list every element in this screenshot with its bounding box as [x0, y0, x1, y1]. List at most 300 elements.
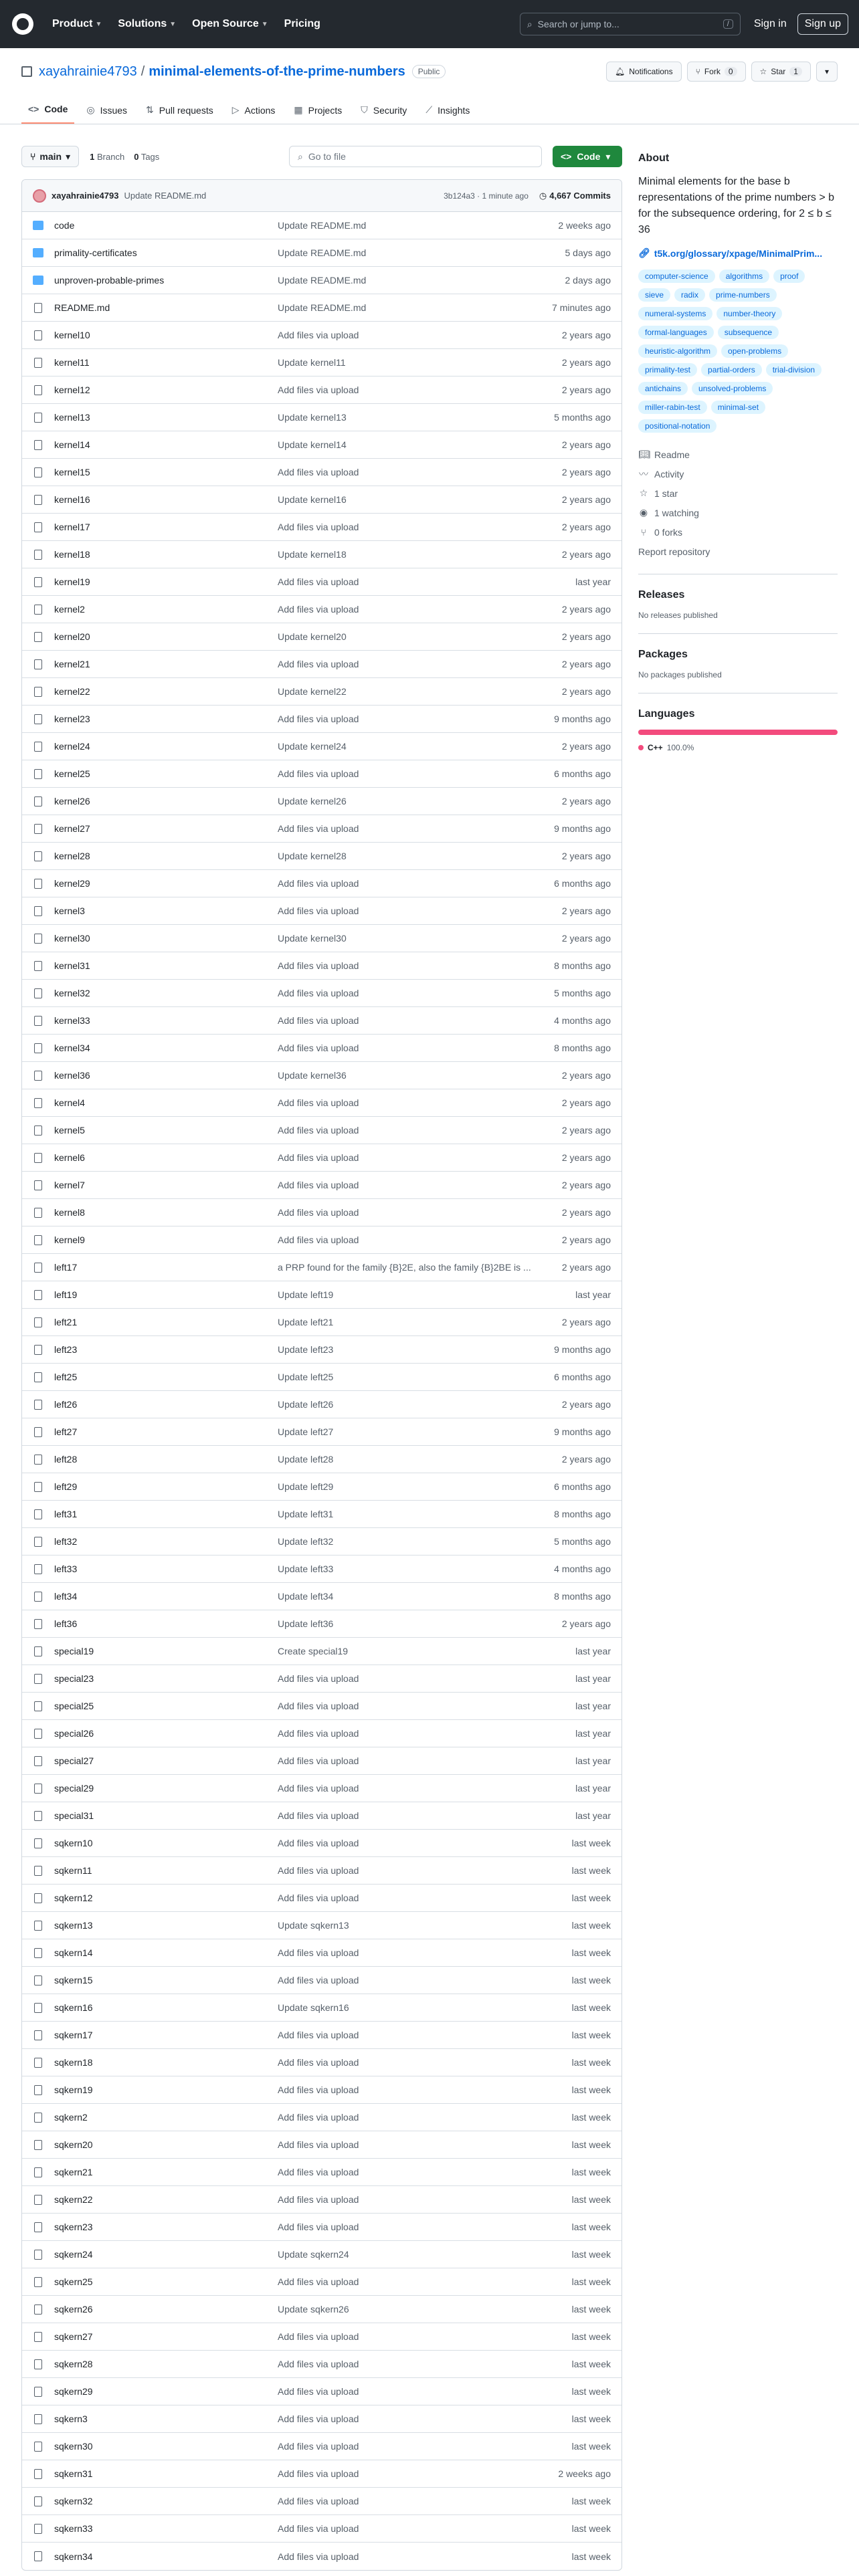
file-name-link[interactable]: sqkern11: [54, 1865, 92, 1876]
commit-date: last week: [571, 2002, 611, 2013]
sign-up-button[interactable]: Sign up: [797, 13, 848, 35]
commit-message-link[interactable]: Add files via upload: [278, 576, 359, 587]
commit-message-link[interactable]: Add files via upload: [278, 823, 359, 834]
commit-message-link[interactable]: Add files via upload: [278, 2413, 359, 2424]
commit-message-link[interactable]: Add files via upload: [278, 1207, 359, 1218]
notifications-button[interactable]: [606, 62, 682, 82]
commit-message-link[interactable]: Update kernel20: [278, 631, 347, 642]
language-bar: [638, 730, 838, 735]
table-row: [22, 1117, 622, 1144]
commit-message-link[interactable]: Update README.md: [278, 220, 367, 231]
file-name-link[interactable]: kernel18: [54, 549, 90, 560]
file-icon: [34, 2332, 42, 2342]
commit-date: 2 years ago: [561, 1235, 611, 1245]
commit-message-link[interactable]: Add files via upload: [278, 1180, 359, 1190]
releases-heading[interactable]: Releases: [638, 589, 685, 601]
code-button-label: Code: [577, 151, 601, 162]
nav-label: Pricing: [284, 18, 320, 29]
topic-tag[interactable]: open-problems: [721, 344, 788, 358]
topic-tag[interactable]: unsolved-problems: [692, 382, 773, 395]
commit-message-link[interactable]: Add files via upload: [278, 2441, 359, 2452]
file-name-link[interactable]: sqkern15: [54, 1975, 93, 1985]
topic-tag[interactable]: prime-numbers: [709, 288, 777, 302]
commit-message-link[interactable]: Add files via upload: [278, 1838, 359, 1848]
file-name-link[interactable]: kernel23: [54, 714, 90, 724]
file-name-link[interactable]: left32: [54, 1536, 78, 1547]
file-name-link[interactable]: sqkern10: [54, 1838, 93, 1848]
file-name-link[interactable]: left21: [54, 1317, 78, 1327]
nav-solutions[interactable]: [118, 18, 176, 30]
chevron-down-icon: ▾: [824, 67, 829, 76]
file-name-link[interactable]: sqkern21: [54, 2167, 93, 2177]
file-name-link[interactable]: kernel25: [54, 768, 90, 779]
file-name-link[interactable]: kernel8: [54, 1207, 85, 1218]
commit-message-link[interactable]: Add files via upload: [278, 2359, 359, 2369]
commit-message-link[interactable]: Update left31: [278, 1509, 334, 1519]
file-name-link[interactable]: left17: [54, 1262, 78, 1273]
commit-message-link[interactable]: Add files via upload: [278, 522, 359, 532]
file-name-link[interactable]: special29: [54, 1783, 94, 1794]
homepage-link[interactable]: [638, 247, 838, 259]
file-name-link[interactable]: kernel4: [54, 1097, 85, 1108]
avatar[interactable]: [33, 189, 46, 203]
topic-tag[interactable]: subsequence: [718, 326, 779, 339]
commit-date: last week: [571, 2331, 611, 2342]
star-icon: ☆: [639, 488, 648, 498]
commit-message-link[interactable]: Add files via upload: [278, 1728, 359, 1739]
file-name-link[interactable]: kernel9: [54, 1235, 85, 1245]
commit-message-link[interactable]: Add files via upload: [278, 2276, 359, 2287]
file-name-link[interactable]: left33: [54, 1564, 78, 1574]
table-row: [22, 1830, 622, 1857]
commit-message-link[interactable]: Add files via upload: [278, 2167, 359, 2177]
table-row: [22, 212, 622, 239]
commit-message-link[interactable]: Add files via upload: [278, 1947, 359, 1958]
file-name-link[interactable]: sqkern34: [54, 2551, 93, 2562]
commit-message-link[interactable]: Update left25: [278, 1372, 334, 1382]
table-row: [22, 1747, 622, 1775]
commit-author[interactable]: xayahrainie4793: [52, 191, 119, 201]
commit-message-link[interactable]: Update left34: [278, 1591, 334, 1602]
file-icon: [34, 1016, 42, 1026]
table-row: [22, 2405, 622, 2433]
file-name-link[interactable]: left31: [54, 1509, 78, 1519]
table-row: [22, 2488, 622, 2515]
commit-message-link[interactable]: Update README.md: [278, 302, 367, 313]
tab-pull-requests[interactable]: [139, 104, 220, 124]
file-icon: [34, 358, 42, 368]
topic-tag[interactable]: minimal-set: [711, 401, 765, 414]
commit-message[interactable]: Update README.md: [124, 191, 207, 201]
file-name-link[interactable]: kernel15: [54, 467, 90, 477]
commit-message-link[interactable]: Add files via upload: [278, 960, 359, 971]
commit-date: 2 years ago: [561, 1454, 611, 1465]
file-name-link[interactable]: kernel27: [54, 823, 90, 834]
commit-message-link[interactable]: Add files via upload: [278, 2057, 359, 2068]
commit-message-link[interactable]: Add files via upload: [278, 768, 359, 779]
file-name-link[interactable]: kernel13: [54, 412, 90, 423]
file-name-link[interactable]: sqkern26: [54, 2304, 93, 2315]
table-row: [22, 2049, 622, 2076]
commit-message-link[interactable]: Update README.md: [278, 275, 367, 286]
commit-message-link[interactable]: Add files via upload: [278, 1015, 359, 1026]
commit-hash-time[interactable]: 3b124a3 · 1 minute ago: [444, 191, 529, 201]
topic-tag[interactable]: antichains: [638, 382, 688, 395]
repo-name-link[interactable]: minimal-elements-of-the-prime-numbers: [149, 64, 405, 79]
commit-message-link[interactable]: Add files via upload: [278, 2523, 359, 2534]
table-row: [22, 706, 622, 733]
commit-message-link[interactable]: Add files via upload: [278, 604, 359, 615]
file-name-link[interactable]: kernel12: [54, 385, 90, 395]
nav-open-source[interactable]: [192, 18, 268, 30]
packages-heading[interactable]: Packages: [638, 649, 688, 660]
commit-message-link[interactable]: Add files via upload: [278, 2468, 359, 2479]
file-name-link[interactable]: sqkern31: [54, 2468, 93, 2479]
sign-in-link[interactable]: Sign in: [753, 18, 787, 29]
topic-tag[interactable]: sieve: [638, 288, 670, 302]
file-name-link[interactable]: special31: [54, 1810, 94, 1821]
commit-message-link[interactable]: Update left33: [278, 1564, 334, 1574]
fork-icon: ⑂: [640, 526, 647, 538]
commit-message-link[interactable]: Update left36: [278, 1618, 334, 1629]
commit-date: 2 years ago: [561, 467, 611, 477]
file-name-link[interactable]: sqkern29: [54, 2386, 93, 2397]
file-name-link[interactable]: kernel7: [54, 1180, 85, 1190]
commit-date: 2 years ago: [561, 494, 611, 505]
file-name-link[interactable]: left29: [54, 1481, 78, 1492]
tab-issues[interactable]: [80, 104, 134, 124]
nav-pricing[interactable]: [284, 18, 320, 30]
commit-message-link[interactable]: Add files via upload: [278, 2222, 359, 2232]
commit-message-link[interactable]: Add files via upload: [278, 1783, 359, 1794]
topic-tag[interactable]: heuristic-algorithm: [638, 344, 717, 358]
pull-request-icon: ⇅: [146, 104, 154, 115]
branch-select-button[interactable]: [21, 146, 79, 167]
file-icon: [34, 1427, 42, 1437]
file-name-link[interactable]: left26: [54, 1399, 78, 1410]
commit-message-link[interactable]: Add files via upload: [278, 385, 359, 395]
file-name-link[interactable]: special26: [54, 1728, 94, 1739]
topic-tag[interactable]: algorithms: [719, 270, 769, 283]
file-name-link[interactable]: kernel20: [54, 631, 90, 642]
file-name-link[interactable]: special25: [54, 1701, 94, 1711]
table-row: [22, 541, 622, 568]
file-name-link[interactable]: kernel32: [54, 988, 90, 998]
commit-message-link[interactable]: Update kernel22: [278, 686, 347, 697]
commit-message-link[interactable]: Add files via upload: [278, 2139, 359, 2150]
commit-message-link[interactable]: Add files via upload: [278, 1701, 359, 1711]
table-row: [22, 1555, 622, 1583]
commit-message-link[interactable]: Update kernel14: [278, 439, 347, 450]
file-name-link[interactable]: sqkern23: [54, 2222, 93, 2232]
file-name-link[interactable]: sqkern25: [54, 2276, 93, 2287]
file-name-link[interactable]: kernel16: [54, 494, 90, 505]
commit-message-link[interactable]: Add files via upload: [278, 1152, 359, 1163]
nav-label: Product: [52, 18, 93, 29]
file-name-link[interactable]: kernel24: [54, 741, 90, 752]
file-name-link[interactable]: unproven-probable-primes: [54, 275, 165, 286]
commit-message-link[interactable]: Update left28: [278, 1454, 334, 1465]
file-name-link[interactable]: kernel6: [54, 1152, 85, 1163]
github-logo-icon[interactable]: [12, 13, 33, 35]
tab-actions[interactable]: [225, 104, 282, 124]
file-name-link[interactable]: kernel14: [54, 439, 90, 450]
file-name-link[interactable]: sqkern12: [54, 1893, 93, 1903]
readme-link[interactable]: [638, 445, 838, 464]
commit-message-link[interactable]: Update left26: [278, 1399, 334, 1410]
file-icon: [34, 1345, 42, 1355]
file-name-link[interactable]: sqkern28: [54, 2359, 93, 2369]
file-name-link[interactable]: sqkern14: [54, 1947, 93, 1958]
file-name-link[interactable]: sqkern17: [54, 2030, 93, 2040]
fork-button[interactable]: [687, 62, 746, 82]
commit-message-link[interactable]: Update sqkern16: [278, 2002, 349, 2013]
repo-owner-link[interactable]: xayahrainie4793: [39, 64, 137, 79]
commit-message-link[interactable]: Update left27: [278, 1426, 334, 1437]
file-name-link[interactable]: primality-certificates: [54, 247, 137, 258]
tab-label: Insights: [438, 104, 470, 116]
file-name-link[interactable]: kernel21: [54, 659, 90, 669]
commit-message-link[interactable]: Add files via upload: [278, 467, 359, 477]
commit-message-link[interactable]: Add files via upload: [278, 2496, 359, 2506]
commit-message-link[interactable]: Add files via upload: [278, 2030, 359, 2040]
forks-link[interactable]: [638, 522, 838, 542]
table-row: [22, 514, 622, 541]
file-name-link[interactable]: kernel17: [54, 522, 90, 532]
commit-message-link[interactable]: Add files via upload: [278, 1755, 359, 1766]
commit-message-link[interactable]: Update kernel16: [278, 494, 347, 505]
commit-message-link[interactable]: Add files via upload: [278, 330, 359, 340]
file-name-link[interactable]: left19: [54, 1289, 78, 1300]
file-name-link[interactable]: sqkern18: [54, 2057, 93, 2068]
topic-tag[interactable]: positional-notation: [638, 419, 717, 433]
branches-link[interactable]: [90, 152, 124, 162]
file-name-link[interactable]: code: [54, 220, 75, 231]
file-icon: [34, 1674, 42, 1684]
file-name-link[interactable]: kernel19: [54, 576, 90, 587]
commit-message-link[interactable]: Add files via upload: [278, 659, 359, 669]
commit-message-link[interactable]: Add files via upload: [278, 905, 359, 916]
topic-tag[interactable]: trial-division: [766, 363, 822, 377]
commit-message-link[interactable]: Add files via upload: [278, 1125, 359, 1136]
file-name-link[interactable]: special19: [54, 1646, 94, 1656]
file-name-link[interactable]: sqkern32: [54, 2496, 93, 2506]
file-name-link[interactable]: special27: [54, 1755, 94, 1766]
file-name-link[interactable]: sqkern24: [54, 2249, 93, 2260]
file-name-link[interactable]: sqkern2: [54, 2112, 88, 2123]
commit-date: last week: [571, 2222, 611, 2232]
file-name-link[interactable]: special23: [54, 1673, 94, 1684]
file-name-link[interactable]: sqkern16: [54, 2002, 93, 2013]
commit-date: last week: [571, 2386, 611, 2397]
commit-message-link[interactable]: Update kernel30: [278, 933, 347, 944]
commit-date: last week: [571, 2276, 611, 2287]
releases-section: [638, 574, 838, 620]
tags-link[interactable]: [134, 152, 159, 162]
commit-date: 2 years ago: [561, 851, 611, 861]
table-row: [22, 1199, 622, 1226]
tab-insights[interactable]: [419, 104, 476, 124]
nav-product[interactable]: [52, 18, 102, 30]
file-name-link[interactable]: kernel3: [54, 905, 85, 916]
table-row: [22, 1391, 622, 1418]
file-name-link[interactable]: sqkern33: [54, 2523, 93, 2534]
commit-message-link[interactable]: Add files via upload: [278, 2084, 359, 2095]
watchers-link[interactable]: [638, 503, 838, 522]
file-name-link[interactable]: kernel11: [54, 357, 90, 368]
commit-message-link[interactable]: Add files via upload: [278, 1975, 359, 1985]
star-button[interactable]: [751, 62, 811, 82]
file-name-link[interactable]: left23: [54, 1344, 78, 1355]
file-icon: [34, 2414, 42, 2424]
languages-section: [638, 693, 838, 752]
file-name-link[interactable]: kernel26: [54, 796, 90, 807]
commits-link[interactable]: [539, 191, 611, 201]
commit-message-link[interactable]: Add files via upload: [278, 988, 359, 998]
table-row: [22, 1775, 622, 1802]
commit-message-link[interactable]: Add files via upload: [278, 1673, 359, 1684]
file-name-link[interactable]: left27: [54, 1426, 78, 1437]
topic-tag[interactable]: radix: [674, 288, 705, 302]
file-name-link[interactable]: sqkern19: [54, 2084, 93, 2095]
file-name-link[interactable]: sqkern30: [54, 2441, 93, 2452]
file-name-link[interactable]: kernel33: [54, 1015, 90, 1026]
table-row: [22, 733, 622, 760]
commit-message-link[interactable]: Update sqkern24: [278, 2249, 349, 2260]
file-name-link[interactable]: sqkern20: [54, 2139, 93, 2150]
commit-message-link[interactable]: Add files via upload: [278, 2551, 359, 2562]
commit-message-link[interactable]: Update left29: [278, 1481, 334, 1492]
file-name-link[interactable]: kernel30: [54, 933, 90, 944]
topic-tag[interactable]: miller-rabin-test: [638, 401, 707, 414]
commit-date: last week: [571, 1865, 611, 1876]
search-input[interactable]: [520, 13, 741, 35]
file-name-link[interactable]: README.md: [54, 302, 110, 313]
file-name-link[interactable]: kernel36: [54, 1070, 90, 1081]
file-name-link[interactable]: kernel10: [54, 330, 90, 340]
file-name-link[interactable]: kernel22: [54, 686, 90, 697]
commit-message-link[interactable]: Add files via upload: [278, 2386, 359, 2397]
go-to-file-input[interactable]: [289, 146, 542, 167]
commit-message-link[interactable]: Add files via upload: [278, 878, 359, 889]
file-icon: [34, 2524, 42, 2534]
tab-label: Security: [373, 104, 407, 116]
commit-message-link[interactable]: Add files via upload: [278, 2112, 359, 2123]
topic-tag[interactable]: computer-science: [638, 270, 715, 283]
file-name-link[interactable]: left25: [54, 1372, 78, 1382]
file-name-link[interactable]: sqkern22: [54, 2194, 93, 2205]
topic-tag[interactable]: proof: [773, 270, 805, 283]
table-row: [22, 1007, 622, 1035]
table-row: [22, 2186, 622, 2214]
star-count: 1: [789, 67, 802, 76]
table-row: [22, 1172, 622, 1199]
file-toolbar: [21, 144, 622, 169]
file-icon: [34, 495, 42, 505]
language-item[interactable]: [638, 743, 838, 752]
file-icon: [34, 742, 42, 752]
table-row: [22, 2214, 622, 2241]
commit-message-link[interactable]: Add files via upload: [278, 1810, 359, 1821]
commit-message-link[interactable]: Update left19: [278, 1289, 334, 1300]
commit-message-link[interactable]: Create special19: [278, 1646, 349, 1656]
commit-message-link[interactable]: Add files via upload: [278, 1043, 359, 1053]
commit-message-link[interactable]: Update kernel26: [278, 796, 347, 807]
file-name-link[interactable]: kernel31: [54, 960, 90, 971]
file-name-link[interactable]: kernel29: [54, 878, 90, 889]
commits-count: 4,667 Commits: [549, 191, 611, 201]
star-label: Star: [771, 67, 786, 76]
commit-message-link[interactable]: Update kernel18: [278, 549, 347, 560]
commit-message-link[interactable]: Add files via upload: [278, 714, 359, 724]
table-row: [22, 1226, 622, 1254]
topic-tag[interactable]: formal-languages: [638, 326, 714, 339]
stars-link[interactable]: [638, 484, 838, 503]
topic-tag[interactable]: numeral-systems: [638, 307, 712, 320]
commit-message-link[interactable]: Update kernel36: [278, 1070, 347, 1081]
topic-tag[interactable]: partial-orders: [701, 363, 762, 377]
file-name-link[interactable]: sqkern27: [54, 2331, 93, 2342]
star-dropdown-button[interactable]: [816, 62, 838, 82]
branch-tag-meta: [90, 152, 159, 162]
commit-message-link[interactable]: Add files via upload: [278, 2331, 359, 2342]
file-name-link[interactable]: kernel5: [54, 1125, 85, 1136]
commit-message-link[interactable]: Add files via upload: [278, 1097, 359, 1108]
commit-message-link[interactable]: Update left32: [278, 1536, 334, 1547]
commit-message-link[interactable]: Update kernel24: [278, 741, 347, 752]
file-icon: [34, 796, 42, 807]
file-name-link[interactable]: left34: [54, 1591, 78, 1602]
commit-message-link[interactable]: a PRP found for the family {B}2E, also the family {B}2BE is ...: [278, 1262, 531, 1273]
file-icon: [34, 1455, 42, 1465]
file-icon: [34, 1564, 42, 1574]
file-name-link[interactable]: kernel28: [54, 851, 90, 861]
file-name-link[interactable]: sqkern3: [54, 2413, 88, 2424]
commit-message-link[interactable]: Update left23: [278, 1344, 334, 1355]
commit-date: 8 months ago: [554, 960, 611, 971]
commit-message-link[interactable]: Add files via upload: [278, 1893, 359, 1903]
commit-date: 2 years ago: [561, 905, 611, 916]
commit-message-link[interactable]: Update kernel13: [278, 412, 347, 423]
topic-tag[interactable]: primality-test: [638, 363, 697, 377]
tab-projects[interactable]: [287, 104, 349, 124]
tab-code[interactable]: [21, 104, 74, 124]
activity-link[interactable]: [638, 464, 838, 484]
file-name-link[interactable]: kernel34: [54, 1043, 90, 1053]
commit-message-link[interactable]: Update README.md: [278, 247, 367, 258]
file-icon: [34, 1400, 42, 1410]
commit-message-link[interactable]: Add files via upload: [278, 1865, 359, 1876]
file-name-link[interactable]: kernel2: [54, 604, 85, 615]
tab-security[interactable]: [354, 104, 413, 124]
commit-message-link[interactable]: Add files via upload: [278, 2194, 359, 2205]
file-name-link[interactable]: sqkern13: [54, 1920, 93, 1931]
commit-message-link[interactable]: Update kernel11: [278, 357, 346, 368]
commit-message-link[interactable]: Update sqkern26: [278, 2304, 349, 2315]
projects-icon: ▦: [294, 104, 303, 115]
commit-message-link[interactable]: Update left21: [278, 1317, 334, 1327]
report-repository-link[interactable]: Report repository: [638, 546, 710, 557]
commit-message-link[interactable]: Add files via upload: [278, 1235, 359, 1245]
file-name-link[interactable]: left28: [54, 1454, 78, 1465]
topic-tag[interactable]: number-theory: [717, 307, 782, 320]
about-heading: About: [638, 152, 670, 164]
commit-message-link[interactable]: Update sqkern13: [278, 1920, 349, 1931]
commit-message-link[interactable]: Update kernel28: [278, 851, 347, 861]
file-icon: [34, 2551, 42, 2561]
file-name-link[interactable]: left36: [54, 1618, 78, 1629]
code-dropdown-button[interactable]: [553, 146, 622, 167]
